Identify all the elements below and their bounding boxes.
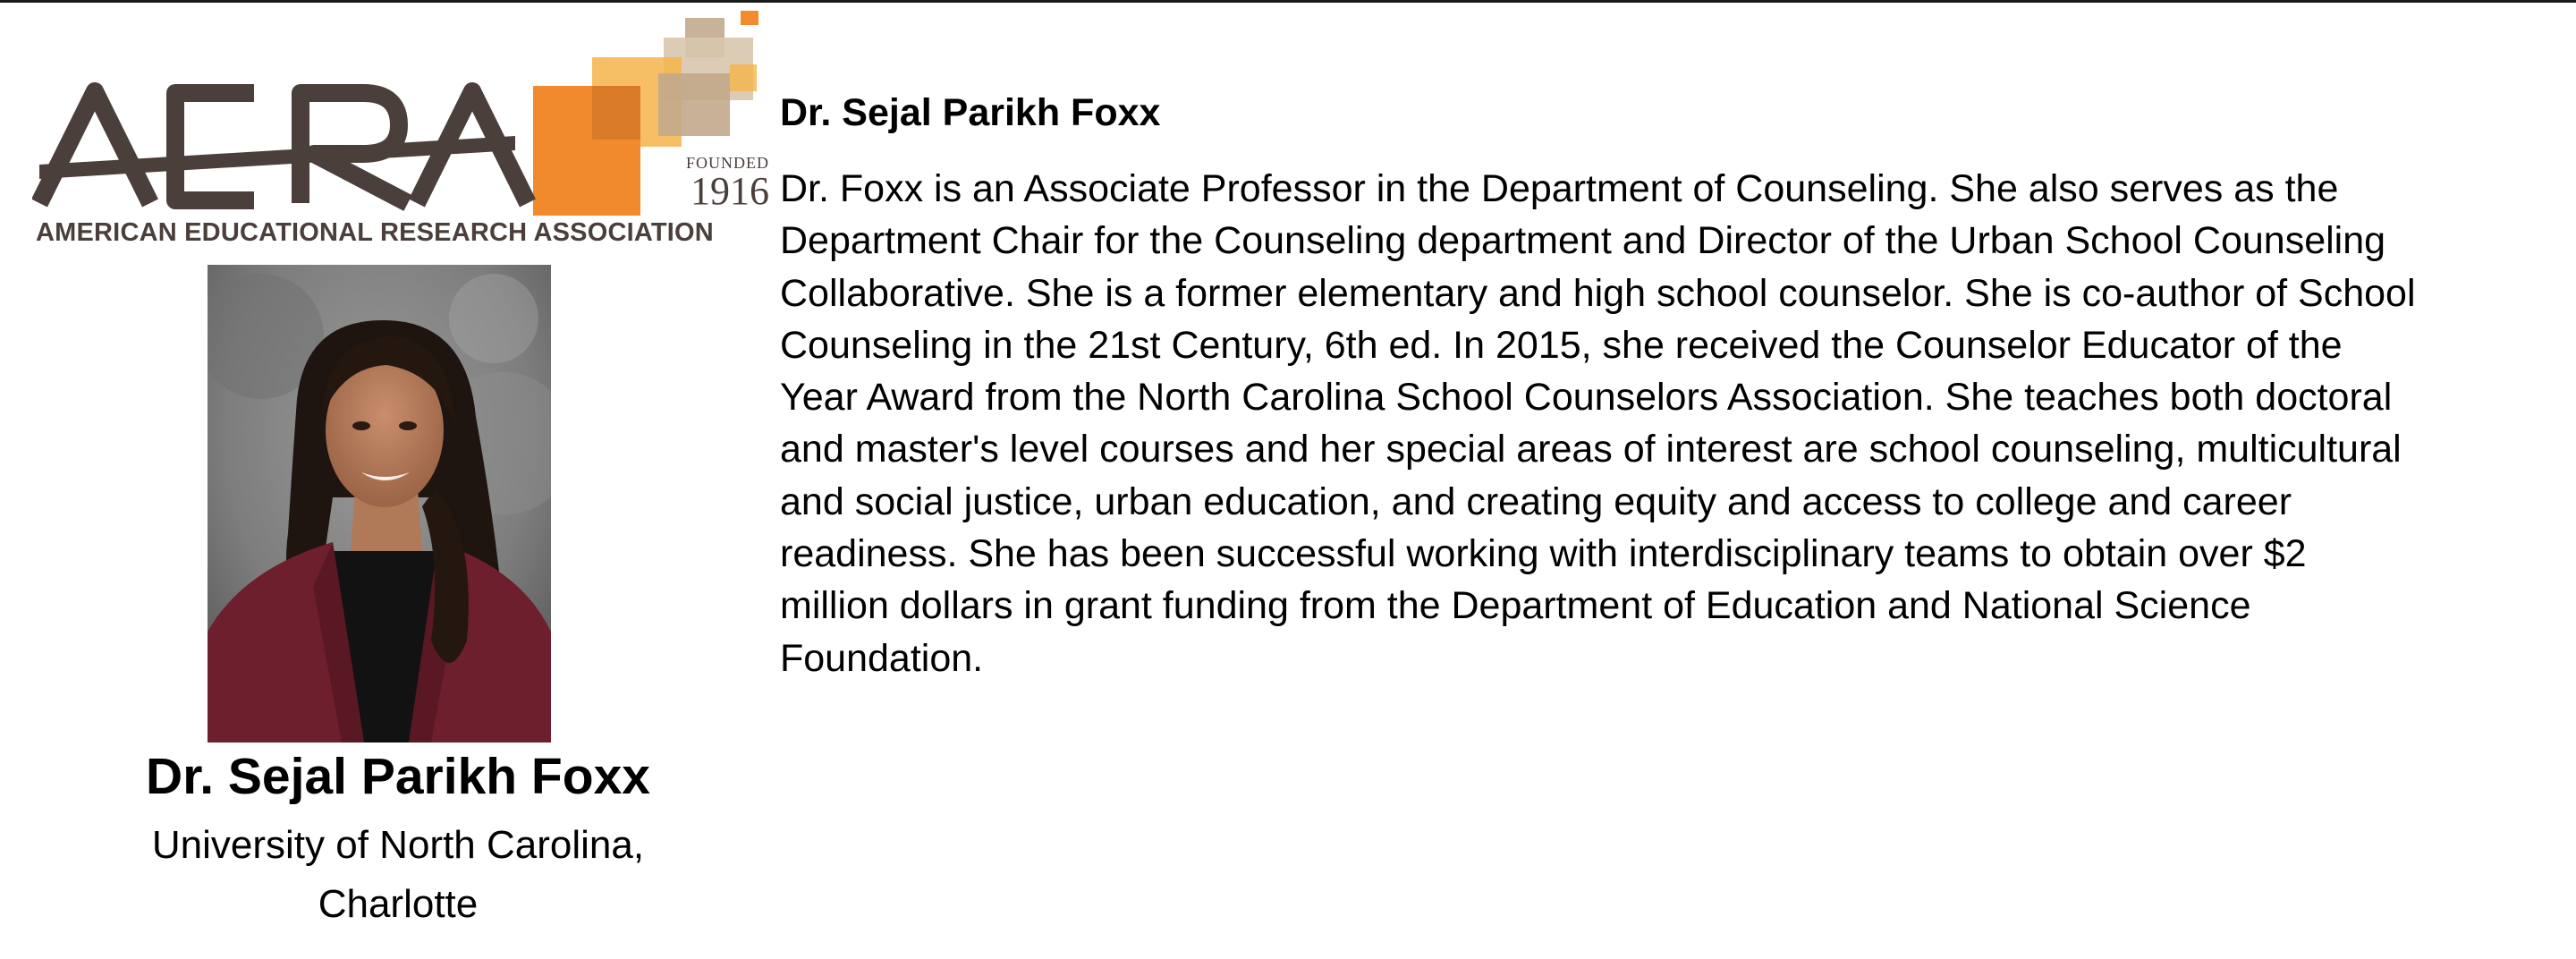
logo-squares-icon [32,11,766,252]
affiliation-line-1: University of North Carolina, [151,823,645,867]
logo-founded-label: FOUNDED [685,154,769,172]
speaker-portrait [208,265,551,743]
portrait-image-icon [208,265,551,743]
bio-paragraph: Dr. Foxx is an Associate Professor in the Department of Counseling. She also serves as the Department Chair for the Counseling department and Director of the Urban School Counseling Collaborative. She is a former elementary and high school counselor. She is co-author of School Counseling in the 21st Century, 6th ed. In 2015, she received the Counselor Educator of the Year Award from the North Carolina School Counselors Association. She teaches both doctoral and master's level courses and her special areas of interest are school counseling, multicultural and social justice, urban education, and creating equity and access to college and career readiness. She has been successful working with interdisciplinary teams to obtain over $2 million dollars in grant funding from the Department of Education and National Science Foundation. [780,167,2416,680]
speaker-name-caption: Dr. Sejal Parikh Foxx [146,748,650,805]
top-divider [0,0,2576,3]
logo-tagline: AMERICAN EDUCATIONAL RESEARCH ASSOCIATION [36,218,714,247]
bio-title: Dr. Sejal Parikh Foxx [780,91,1161,134]
aera-logo [32,11,769,252]
affiliation-line-2: Charlotte [318,882,479,926]
speaker-affiliation [54,816,742,934]
logo-founded-year: 1916 [691,169,769,213]
